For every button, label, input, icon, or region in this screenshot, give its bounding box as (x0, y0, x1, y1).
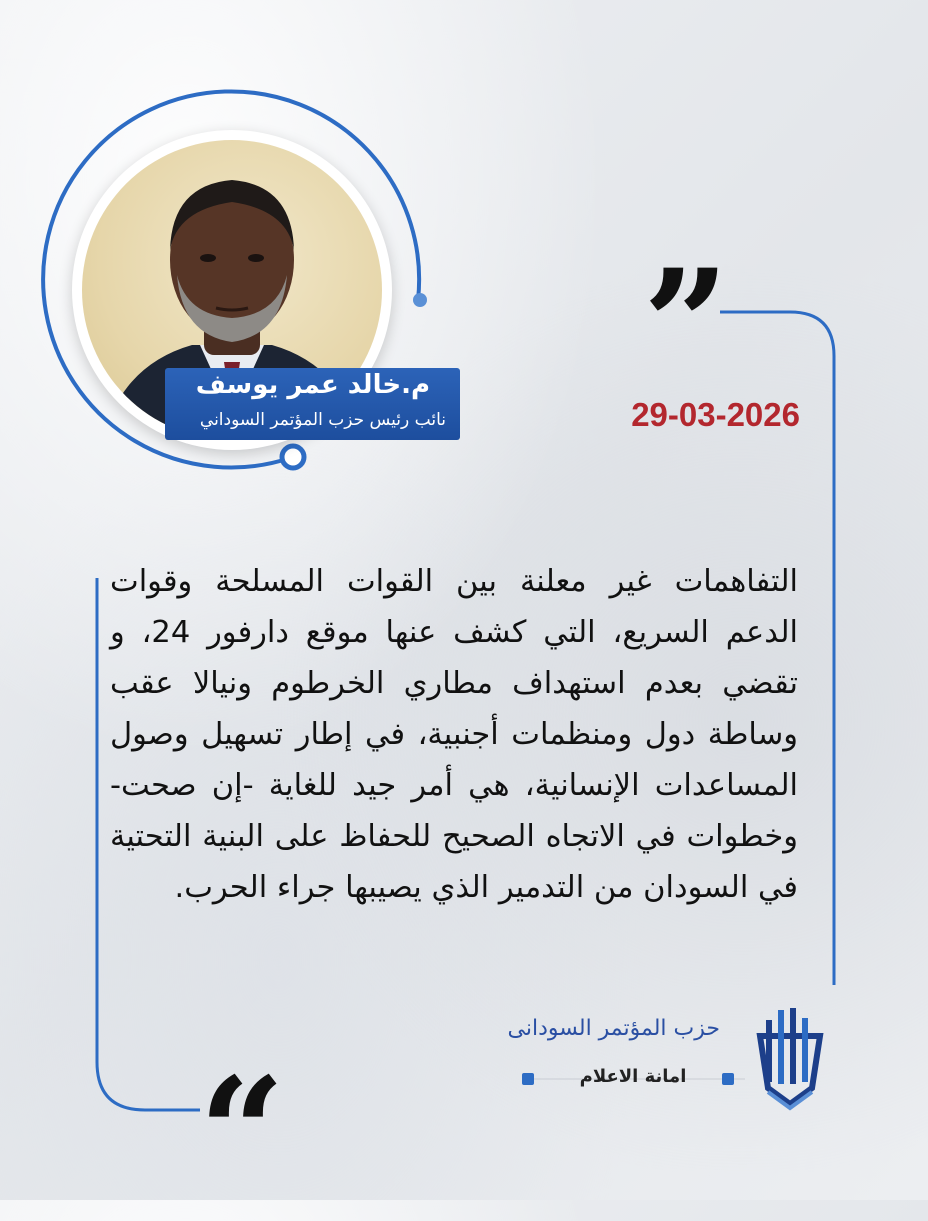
post-date: 29-03-2026 (631, 396, 800, 433)
speaker-name: م.خالد عمر يوسف (195, 370, 430, 400)
quote-text: التفاهمات غير معلنة بين القوات المسلحة وقوات الدعم السريع، التي كشف عنها موقع دارفور 24، و تقضي بعدم استهداف مطاري الخرطوم ونيالا عقب وساطة دول ومنظمات أجنبية، في إطار تسهيل وصول المساعدات الإنسانية، هي أمر جيد للغاية -إن صحت- وخطوات في الاتجاه الصحيح للحفاظ على البنية التحتية في السودان من التدمير الذي يصيبها جراء الحرب. (110, 564, 798, 905)
speaker-name-badge (165, 368, 460, 440)
organization-department: امانة الاعلام (579, 1066, 687, 1087)
arc-dot-top (413, 293, 427, 307)
arc-dot-bottom (282, 446, 304, 468)
dept-square-left (522, 1073, 534, 1085)
dept-square-right (722, 1073, 734, 1085)
close-quote-icon: “ (198, 1045, 286, 1221)
organization-name: حزب المؤتمر السودانى (507, 1016, 720, 1041)
speaker-title: نائب رئيس حزب المؤتمر السوداني (199, 410, 446, 430)
party-logo-icon (760, 1008, 820, 1108)
open-quote-icon: ” (642, 237, 730, 413)
